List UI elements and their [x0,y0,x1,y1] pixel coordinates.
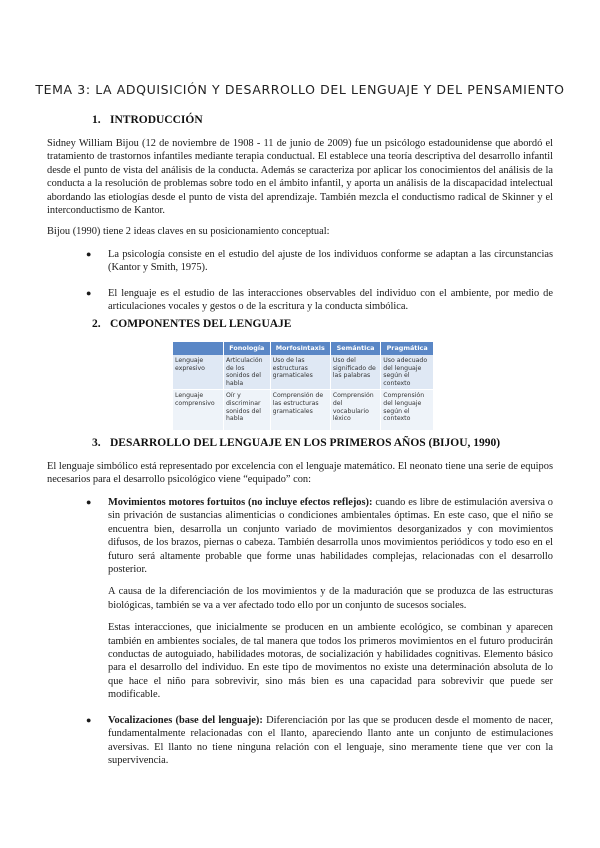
table-header-cell: Fonología [224,342,271,355]
document-title: TEMA 3: LA ADQUISICIÓN Y DESARROLLO DEL LENGUAJE Y DEL PENSAMIENTO [35,82,565,97]
table-cell: Uso adecuado del lenguaje según el contexto [381,355,434,390]
table-cell: Oír y discriminar sonidos del habla [224,390,271,431]
table-header-cell: Morfosintaxis [270,342,330,355]
table-row [173,390,434,431]
section-3-title: DESARROLLO DEL LENGUAJE EN LOS PRIMEROS AÑOS (BIJOU, 1990) [110,437,501,449]
table-cell: Uso de las estructuras gramaticales [270,355,330,390]
table-header-row [173,342,434,355]
section-1-bullet-list [86,248,553,314]
list-item: ● El lenguaje es el estudio de las interacciones observables del individuo con el ambiente, por medio de articulaciones vocales y gestos o de la escritura y la conducta simbólica. [86,287,553,313]
list-item: ● La psicología consiste en el estudio del ajuste de los individuos conforme se adaptan a las circunstancias (Kantor y Smith, 1975). [86,249,553,274]
table-cell: Comprensión del lenguaje según el contexto [381,390,434,431]
item-extra-paragraph: A causa de la diferenciación de los movimientos y de la maduración que se produzca de las estructuras biológicas, también se va a ver afectado todo ello por un conjunto de sucesos sociales. [108,586,553,611]
item-lead: Vocalizaciones (base del lenguaje): [108,714,263,726]
section-2-number: 2. [92,318,101,330]
bullet-icon: ● [86,714,92,725]
section-3-number: 3. [92,437,101,449]
section-3-bullet-list [86,496,553,767]
section-1-intro-line: Bijou (1990) tiene 2 ideas claves en su posicionamiento conceptual: [47,226,330,237]
bullet-icon: ● [86,287,92,298]
section-2-title: COMPONENTES DEL LENGUAJE [110,318,292,330]
table-header-cell [173,342,224,355]
table-row [173,355,434,390]
bullet-icon: ● [86,249,92,259]
table-header-cell: Pragmática [381,342,434,355]
item-extra-paragraph: Estas interacciones, que inicialmente se producen en un ambiente ecológico, se combinan y aparecen también en ambientes sociales, de tal manera que todos los primeros movimientos en el futuro producirán conductas de autoguiado, habilidades motoras, de socialización y habilidades cognitivas. Elemento básico para el desarrollo del individuo. En este tipo de movimentos no existe una determinación absoluta de lo que hace el niño para sobrevivir, sino más bien es una capacidad para sobrevivir que puede ser modificable. [108,622,553,701]
table-cell: Comprensión del vocabulario léxico [330,390,380,431]
section-1-paragraph: Sidney William Bijou (12 de noviembre de 1908 - 11 de junio de 2009) fue un psicólogo estadounidense que abordó el tratamiento de trastornos infantiles mediante terapia conductual. El establece una teoría descriptiva del desarrollo infantil desde el punto de vista del análisis de la conducta. Además se caracteriza por aplicar los conocimientos del análisis de la conducta a la resolución de problemas sobre todo en el ámbito infantil, y aporta un análisis de la discapacidad intelectual abordando las etiologías desde el punto de vista del aprendizaje. También mezcla el conductismo radical de Skinner y el interconductismo de Kantor. [47,138,553,217]
item-text: Diferenciación por las que se producen desde el momento de nacer, fundamentalmente relacionadas con el llanto, apareciendo llanto ante un conjunto de estimulaciones aversivas. El llanto no tiene ninguna relación con el lenguaje, sino meramente tiene que ver con la supervivencia. [108,714,553,766]
language-components-table [173,342,434,431]
list-item [86,496,553,702]
section-2-heading [92,318,291,330]
item-text: cuando es libre de estimulación aversiva o sin privación de sustancias alimenticias o condiciones ambientales óptimas. En este caso, que el niño se encuentra bien, desarrolla un conjunto variado de movimientos desorganizados y con movimientos difusos, de los brazos, piernas o cabeza. También desarrolla unos movimientos periódicos y todo eso en el futuro será altamente probable que forme unas habilidades complejas, relacionadas con el desarrollo posterior. [108,497,553,576]
bullet-icon: ● [86,497,92,507]
table-cell: Lenguaje comprensivo [173,390,224,431]
section-3-heading [92,437,500,449]
section-3-paragraph: El lenguaje simbólico está representado por excelencia con el lenguaje matemático. El neonato tiene una serie de equipos necesarios para el desarrollo psicológico viene “equipado” con: [47,461,553,486]
table-cell: Lenguaje expresivo [173,355,224,390]
table-cell: Articulación de los sonidos del habla [224,355,271,390]
list-item [86,714,553,768]
table-header-cell: Semántica [330,342,380,355]
table-cell: Uso del significado de las palabras [330,355,380,390]
section-1-heading [92,114,203,126]
section-1-title: INTRODUCCIÓN [110,114,203,126]
item-lead: Movimientos motores fortuitos (no incluye efectos reflejos): [108,497,373,508]
table-cell: Comprensión de las estructuras gramaticales [270,390,330,431]
section-1-number: 1. [92,114,101,126]
